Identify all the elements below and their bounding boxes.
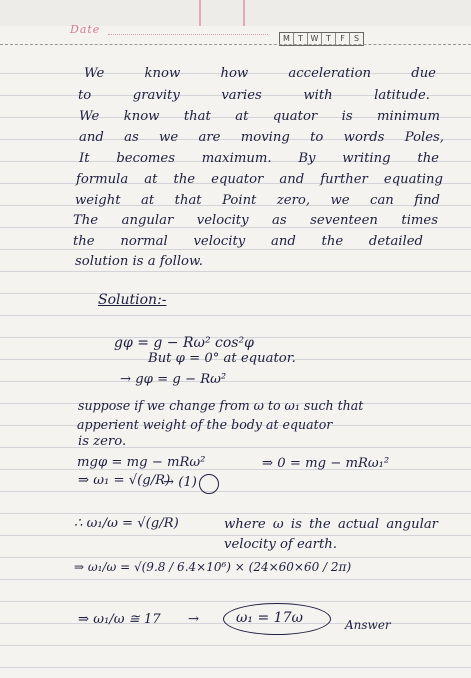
paragraph-line: We know that at quator is minimum [79,109,440,124]
formula-line: → gφ = g − Rω² [120,372,227,387]
formula-line: velocity of earth. [224,537,337,552]
paragraph-line: The angular velocity as seventeen times [73,213,438,228]
weekday-cell: T [322,33,336,45]
weekday-cell: T [294,33,308,45]
formula-line: gφ = g − Rω² cos²φ [114,335,254,351]
header-rule [0,44,471,45]
formula-line: ⇒ ω₁/ω ≅ 17 [78,612,161,627]
weekday-cell: M [280,33,294,45]
paragraph-line: the normal velocity and the detailed [73,234,423,249]
margin-line [243,0,245,26]
date-label: Date [70,23,101,36]
paragraph-line: to gravity varies with latitude. [78,88,430,103]
paragraph-line: and as we are moving to words Poles, [79,130,444,145]
formula-line: → [188,612,200,627]
formula-line: → (1) [163,475,197,490]
weekday-cell: S [353,34,360,43]
paragraph-line: formula at the equator and further equating [76,172,443,187]
solution-heading: Solution:- [98,292,167,308]
formula-line: where ω is the actual angular [224,517,438,532]
formula-line: But φ = 0° at equator. [148,351,296,366]
paragraph-line: We know how acceleration due [84,66,436,81]
equation-number-circle [199,474,219,494]
margin-line [199,0,201,26]
formula-line: ⇒ ω₁/ω = √(9.8 / 6.4×10⁶) × (24×60×60 / 2π) [74,560,352,574]
formula-line: suppose if we change from ω to ω₁ such that [78,398,364,413]
formula-line: ⇒ 0 = mg − mRω₁² [262,456,390,471]
paragraph-line: It becomes maximum. By writing the [79,151,439,166]
answer-value: ω₁ = 17ω [236,610,303,626]
paragraph-line: solution is a follow. [75,254,203,269]
weekday-cell: W [308,33,322,45]
paragraph-line: weight at that Point zero, we can find [75,193,440,208]
formula-line: ⇒ ω₁ = √(g/R) [78,473,171,488]
date-rule [108,34,268,35]
answer-label: Answer [345,618,391,632]
formula-line: is zero. [78,434,127,449]
formula-line: apperient weight of the body at equator [77,417,333,432]
weekday-cell: F [336,33,350,45]
formula-line: mgφ = mg − mRω² [77,455,206,470]
formula-line: ∴ ω₁/ω = √(g/R) [74,516,179,531]
